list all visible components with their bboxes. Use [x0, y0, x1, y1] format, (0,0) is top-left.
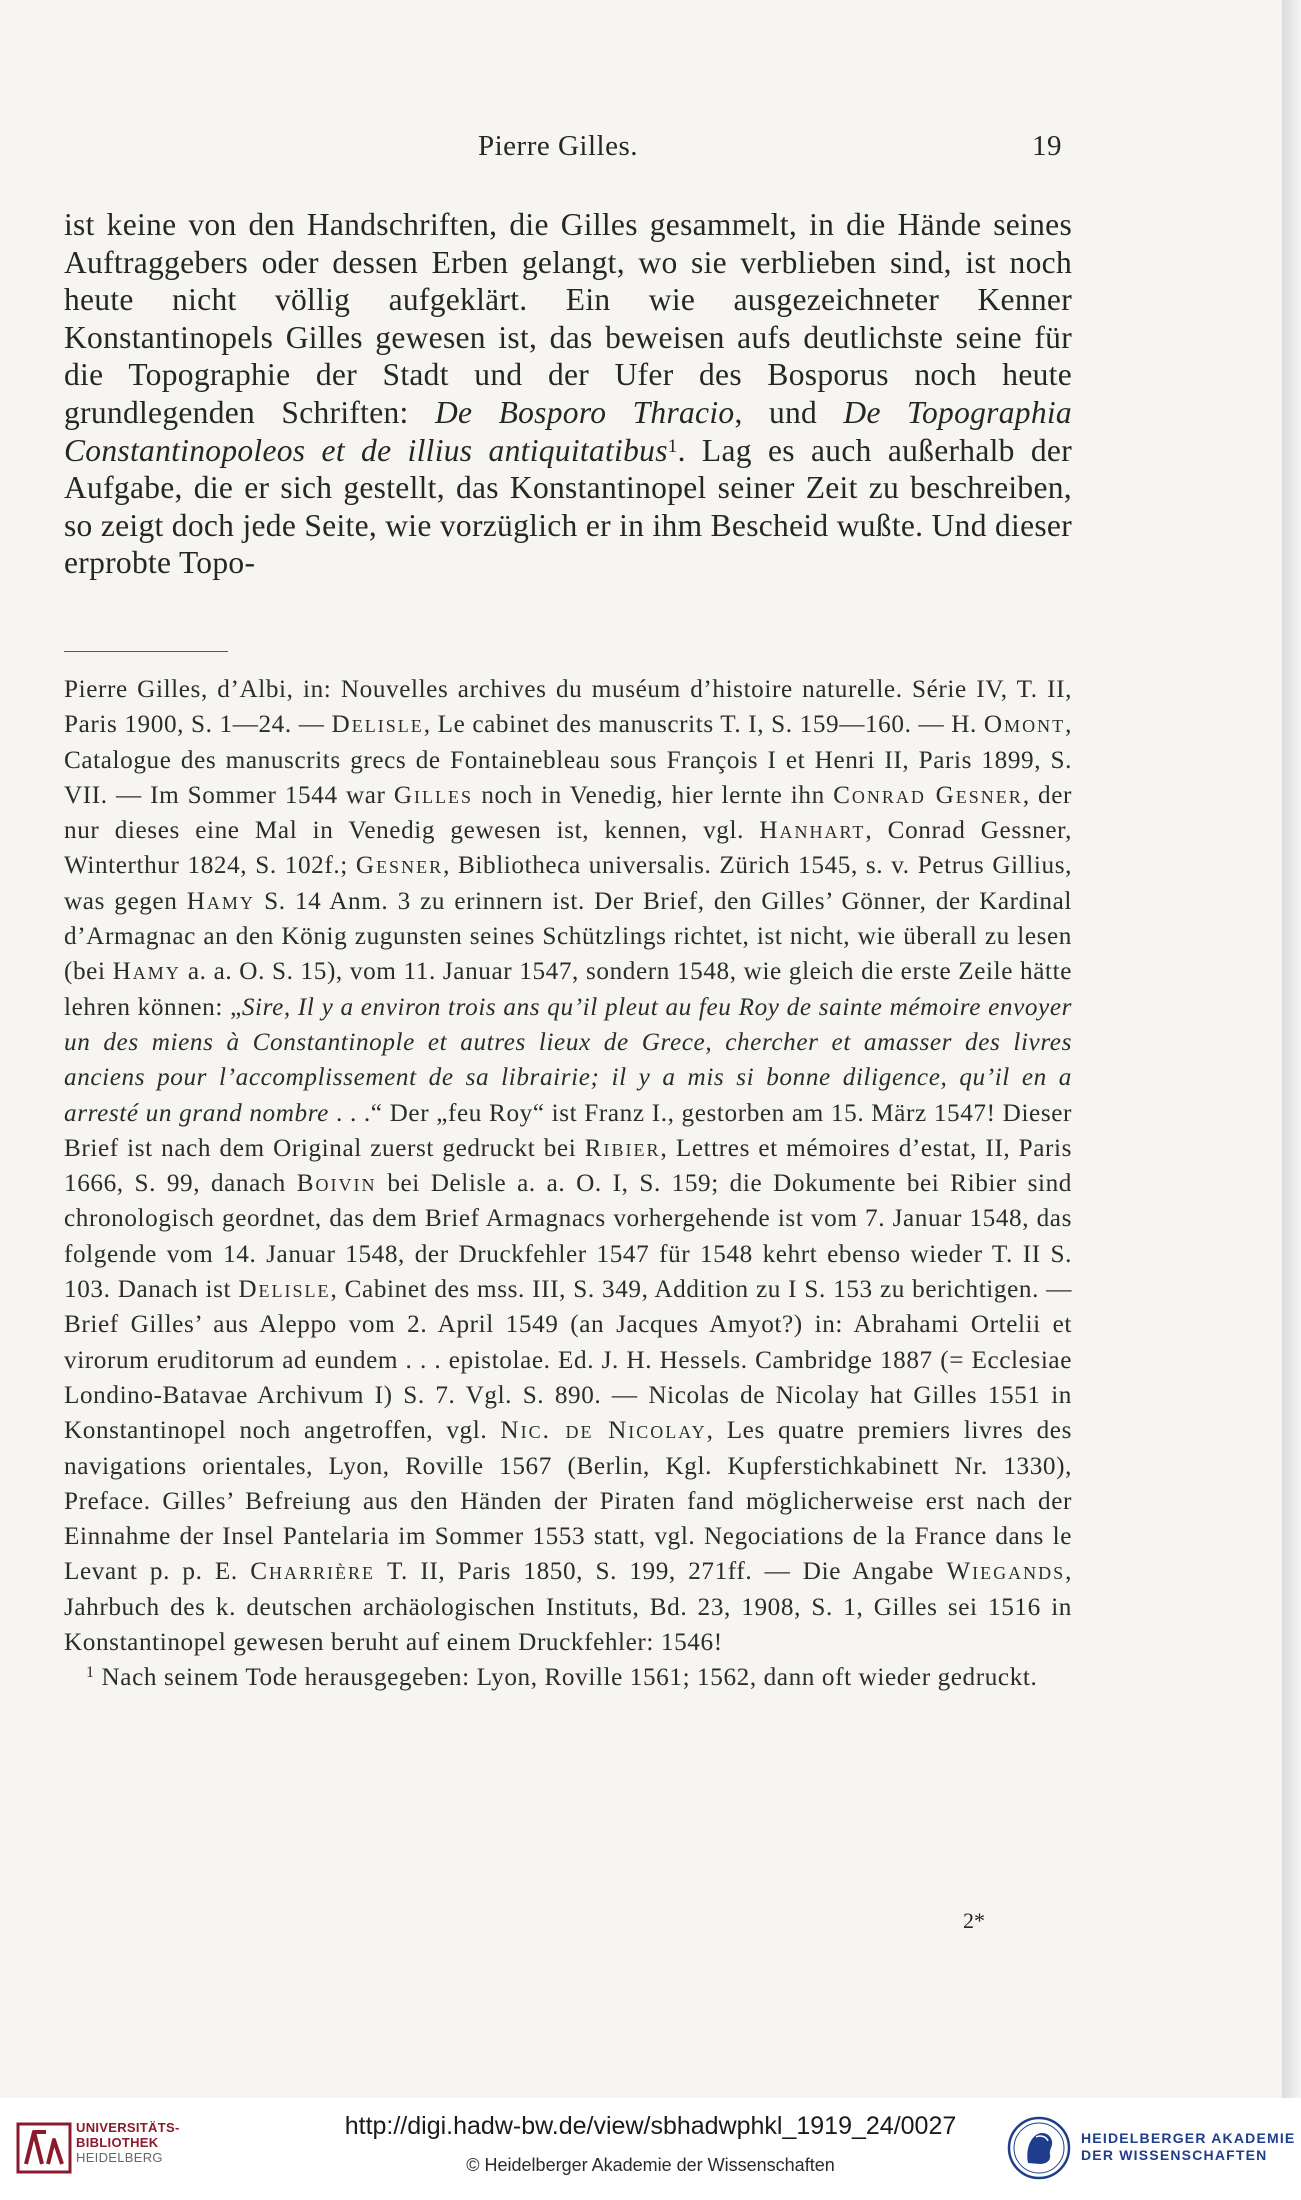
- french-quote: Sire, Il y a environ trois ans qu’il pleut au feu Roy de sainte mémoire envoyer un des miens à Constantinople et autres lieux de Grece, chercher et amasser des livres anciens pour l’accomplissement de sa librairie; il y a mis si bonne diligence, qu’il en a arresté un grand nombre: [64, 993, 1072, 1127]
- author-wiegand: Wiegands: [946, 1558, 1066, 1586]
- footnote-marker: 1: [86, 1664, 95, 1682]
- body-paragraph: [64, 206, 1072, 582]
- running-head-title: Pierre Gilles.: [478, 130, 639, 162]
- fn-text: noch in Venedig, hier lernte ihn: [473, 781, 834, 809]
- footnote-main: [64, 672, 1072, 1660]
- footnote-rule: [64, 651, 228, 652]
- fn-text: a. a. O. S. 15), vom 11. Januar 1547, sondern 1548, wie gleich die erste Zeile hätte lehren können: „: [64, 958, 1072, 1021]
- author-hanhart: Hanhart: [759, 817, 866, 845]
- fn-text: , Les quatre premiers livres des navigations orientales, Lyon, Roville 1567 (Berlin, Kgl. Kupferstichkabinett Nr. 1330), Preface. Gilles’ Befreiung aus den Händen der Piraten fand möglicherweise erst nach der Einnahme der Insel Pantelaria im Sommer 1553 statt, vgl. Negociations de la France dans le Levant p. p. E.: [64, 1417, 1072, 1586]
- body-text-part: ist keine von den Handschriften, die Gilles gesammelt, in die Hände seines Auftraggebers oder dessen Erben gelangt, wo sie verblieben sind, ist noch heute nicht völlig aufgeklärt. Ein wie ausgezeichneter Kenner Konstantinopels Gilles gewesen ist, das beweisen aufs deutlichste seine für die Topographie der Stadt und der Ufer des Bosporus noch heute grundlegenden Schriften:: [64, 207, 1072, 430]
- library-name-line: HEIDELBERG: [76, 2150, 163, 2165]
- fn-text: T. II, Paris 1850, S. 199, 271ff. — Die Angabe: [375, 1558, 947, 1586]
- footnote-reference: 1: [667, 435, 678, 457]
- author-omont: Omont: [983, 711, 1066, 739]
- author-delisle: Delisle: [331, 711, 424, 739]
- author-hamy: Hamy: [186, 887, 255, 915]
- fn-text: , Le cabinet des manuscrits T. I, S. 159—160. — H.: [423, 711, 984, 739]
- fn-text: Pierre Gilles, d’Albi, in: Nouvelles archives du muséum d’histoire naturelle. Série IV, T. II, Paris 1900, S. 1—24. —: [64, 676, 1072, 739]
- academy-label: [1081, 2130, 1295, 2164]
- name-conrad-gesner: Conrad Gesner: [833, 781, 1023, 809]
- italic-title-topographia: De Topographia Constantinopoleos et de illius antiquitatibus: [64, 394, 1072, 468]
- scan-edge-shadow: [1282, 0, 1301, 2098]
- library-name-line: BIBLIOTHEK: [76, 2135, 159, 2150]
- footnote-1: [64, 1660, 1072, 1695]
- author-boivin: Boivin: [296, 1170, 377, 1198]
- academy-name-line: DER WISSENSCHAFTEN: [1081, 2147, 1268, 2163]
- running-head: [0, 130, 1282, 170]
- library-name-line: UNIVERSITÄTS-: [76, 2120, 180, 2135]
- fn-text: bei Delisle a. a. O. I, S. 159; die Dokumente bei Ribier sind chronologisch geordnet, das dem Brief Armagnacs vorhergehende ist vom 7. Januar 1548, das folgende vom 14. Januar 1548, der Druckfehler 1547 für 1548 kehrt ebenso wieder T. II S. 103. Danach ist: [64, 1170, 1072, 1304]
- fn-text: , Bibliotheca universalis. Zürich 1545, s. v. Petrus Gillius, was gegen: [64, 852, 1072, 915]
- body-text-part: , und: [734, 394, 844, 430]
- author-gesner: Gesner: [355, 852, 444, 880]
- body-text: [64, 206, 1072, 582]
- permalink-url[interactable]: http://digi.hadw-bw.de/view/sbhadwphkl_1919_24/0027: [344, 2112, 957, 2140]
- name-gilles: Gilles: [393, 781, 474, 809]
- academy-name-line: HEIDELBERGER AKADEMIE: [1081, 2130, 1296, 2146]
- body-text-part: . Lag es auch außerhalb der Aufgabe, die er sich gestellt, das Konstantinopel seiner Zeit zu beschreiben, so zeigt doch jede Seite, wie vorzüglich er in ihm Bescheid wußte. Und dieser erprobte Topo-: [64, 432, 1072, 581]
- academy-seal-icon: [1006, 2115, 1072, 2181]
- page-number: 19: [1032, 130, 1062, 162]
- fn-text: , Jahrbuch des k. deutschen archäologischen Instituts, Bd. 23, 1908, S. 1, Gilles sei 1516 in Konstantinopel gewesen beruht auf einem Druckfehler: 1546!: [64, 1558, 1072, 1657]
- italic-title-bosporo: De Bosporo Thracio: [434, 394, 735, 430]
- author-delisle: Delisle: [238, 1276, 331, 1304]
- author-nicolay: Nic. de Nicolay: [500, 1417, 707, 1445]
- copyright-notice: © Heidelberger Akademie der Wissenschaften: [466, 2155, 835, 2175]
- signature-mark: 2*: [963, 1908, 985, 1933]
- footer-bar: [0, 2098, 1301, 2200]
- author-ribier: Ribier: [584, 1134, 661, 1162]
- author-hamy: Hamy: [112, 958, 181, 986]
- fn-text: S. 14 Anm. 3 zu erinnern ist. Der Brief, den Gilles’ Gönner, der Kardinal d’Armagnac an den König zugunsten seines Schützlings richtet, ist nicht, wie überall zu lesen (bei: [64, 887, 1072, 986]
- fn-text: Nach seinem Tode herausgegeben: Lyon, Roville 1561; 1562, dann oft wieder gedruckt.: [94, 1664, 1038, 1692]
- footnotes: [64, 672, 1072, 1696]
- fn-text: . . .“ Der „feu Roy“ ist Franz I., gestorben am 15. März 1547! Dieser Brief ist nach dem Original zuerst gedruckt bei: [64, 1099, 1073, 1162]
- fn-text: , Conrad Gessner, Winterthur 1824, S. 102f.;: [64, 817, 1072, 880]
- fn-text: , Lettres et mémoires d’estat, II, Paris 1666, S. 99, danach: [64, 1134, 1073, 1198]
- fn-text: , der nur dieses eine Mal in Venedig gewesen ist, kennen, vgl.: [64, 781, 1072, 845]
- author-charriere: Charrière: [250, 1558, 375, 1586]
- fn-text: , Catalogue des manuscrits grecs de Fontainebleau sous François I et Henri II, Paris 1899, S. VII. — Im Sommer 1544 war: [64, 711, 1073, 809]
- fn-text: , Cabinet des mss. III, S. 349, Addition zu I S. 153 zu berichtigen. — Brief Gilles’ aus Aleppo vom 2. April 1549 (an Jacques Amyot?) in: Abrahami Ortelii et virorum eruditorum ad eundem . . . epistolae. Ed. J. H. Hessels. Cambridge 1887 (= Ecclesiae Londino-Batavae Archivum I) S. 7. Vgl. S. 890. — Nicolas de Nicolay hat Gilles 1551 in Konstantinopel noch angetroffen, vgl.: [64, 1276, 1072, 1445]
